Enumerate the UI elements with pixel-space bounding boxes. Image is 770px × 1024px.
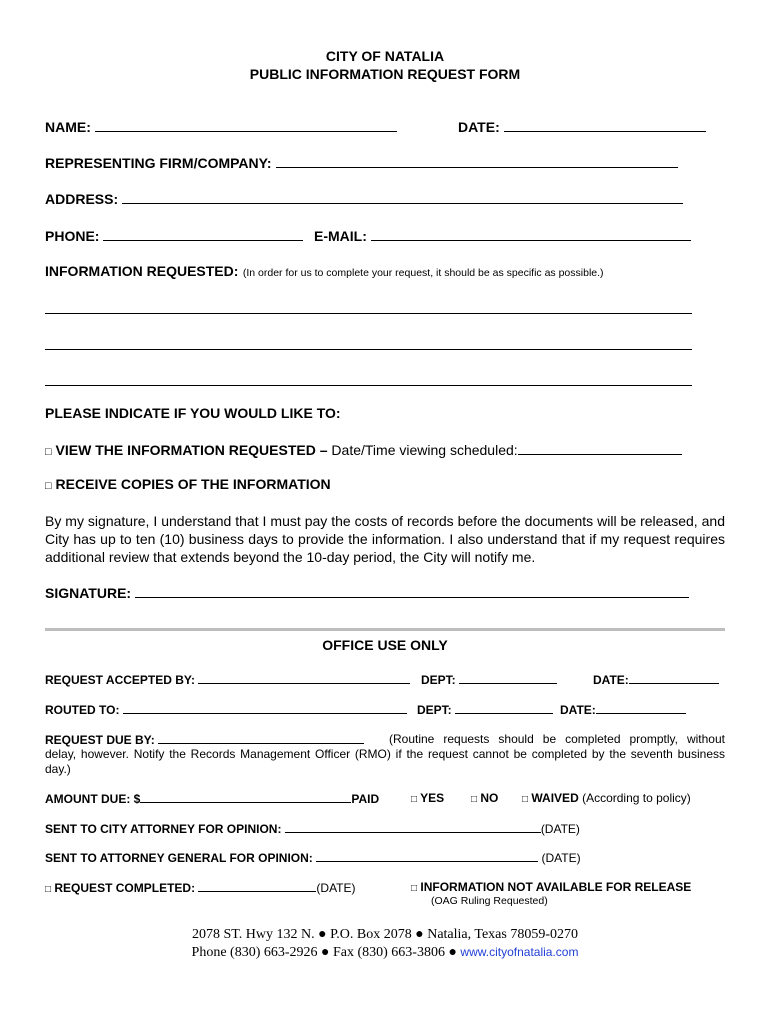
city-attorney-date: (DATE) — [540, 822, 580, 836]
name-line — [95, 118, 397, 132]
attorney-general-date: (DATE) — [541, 851, 581, 865]
amount-due-field[interactable] — [45, 791, 379, 806]
signature-statement: By my signature, I understand that I must pay the costs of records before the documents will be released, and City has up to ten (10) business days to provide the information. I also understand that if my request requires additional review that extends beyond the 10-day period, the City will notify me. — [45, 513, 725, 565]
name-label: NAME: — [45, 119, 91, 135]
info-line-1[interactable] — [45, 313, 692, 314]
completed-checkbox[interactable]: □ — [45, 884, 52, 895]
form-header-city: CITY OF NATALIA — [325, 48, 445, 64]
date-line — [504, 118, 706, 132]
view-date-line — [518, 441, 682, 455]
waived-label: WAIVED — [531, 791, 579, 805]
accepted-date-field[interactable] — [593, 672, 719, 687]
attorney-general-label: SENT TO ATTORNEY GENERAL FOR OPINION: — [45, 851, 313, 865]
phone-field[interactable] — [45, 227, 303, 244]
form-header-title: PUBLIC INFORMATION REQUEST FORM — [249, 66, 521, 82]
info-line-2[interactable] — [45, 349, 692, 350]
office-use-title: OFFICE USE ONLY — [322, 637, 448, 653]
view-label: VIEW THE INFORMATION REQUESTED – — [55, 442, 328, 458]
routed-dept-label: DEPT: — [417, 703, 452, 717]
yes-label: YES — [420, 791, 445, 805]
city-attorney-label: SENT TO CITY ATTORNEY FOR OPINION: — [45, 822, 282, 836]
not-available-label: INFORMATION NOT AVAILABLE FOR RELEASE — [420, 880, 692, 894]
date-field[interactable] — [458, 118, 706, 135]
phone-label: PHONE: — [45, 228, 100, 244]
address-line — [122, 190, 683, 204]
footer-contact — [0, 945, 770, 961]
receive-checkbox[interactable]: □ — [45, 480, 52, 492]
routed-date-line — [596, 702, 686, 714]
waived-checkbox[interactable]: □ — [522, 794, 529, 805]
address-label: ADDRESS: — [45, 191, 119, 207]
footer-address: 2078 ST. Hwy 132 N. ● P.O. Box 2078 ● Natalia, Texas 78059-0270 — [191, 927, 578, 942]
yes-checkbox[interactable]: □ — [411, 794, 418, 805]
accepted-by-line — [198, 672, 410, 684]
completed-line — [198, 880, 316, 892]
view-option[interactable] — [45, 441, 682, 458]
info-requested-label: INFORMATION REQUESTED: — [45, 263, 239, 279]
due-note: (Routine requests should be completed promptly, without delay, however. Notify the Records Management Officer (RMO) if the request cannot be completed by the seventh business day.) — [45, 732, 725, 776]
accepted-date-label: DATE: — [593, 673, 629, 687]
name-field[interactable] — [45, 118, 397, 135]
due-by-label: REQUEST DUE BY: — [45, 733, 155, 747]
routed-dept-line — [455, 702, 553, 714]
website-link[interactable]: www.cityofnatalia.com — [460, 945, 579, 959]
no-label: NO — [480, 791, 499, 805]
attorney-general-field[interactable] — [45, 850, 581, 865]
separator-line — [45, 628, 725, 631]
address-field[interactable] — [45, 190, 683, 207]
firm-line — [276, 154, 678, 168]
info-requested-note: (In order for us to complete your request, it should be as specific as possible.) — [242, 267, 604, 279]
routed-to-field[interactable] — [45, 702, 407, 717]
city-attorney-line — [285, 821, 541, 833]
accepted-dept-label: DEPT: — [421, 673, 456, 687]
firm-field[interactable] — [45, 154, 678, 171]
request-completed-field[interactable] — [45, 880, 356, 895]
email-label: E-MAIL: — [314, 228, 367, 244]
info-requested-heading — [45, 263, 604, 281]
info-line-3[interactable] — [45, 385, 692, 386]
routed-date-field[interactable] — [560, 702, 686, 717]
signature-label: SIGNATURE: — [45, 585, 132, 601]
firm-label: REPRESENTING FIRM/COMPANY: — [45, 155, 272, 171]
completed-label: REQUEST COMPLETED: — [54, 881, 196, 895]
email-line — [371, 227, 691, 241]
receive-option[interactable] — [45, 476, 331, 492]
completed-date: (DATE) — [316, 881, 356, 895]
accepted-by-label: REQUEST ACCEPTED BY: — [45, 673, 196, 687]
signature-line — [135, 584, 689, 598]
indicate-title: PLEASE INDICATE IF YOU WOULD LIKE TO: — [45, 405, 341, 421]
paid-label: PAID — [351, 792, 380, 806]
email-field[interactable] — [314, 227, 691, 244]
waived-option[interactable] — [522, 791, 691, 805]
signature-field[interactable] — [45, 584, 689, 601]
no-option[interactable] — [471, 791, 498, 805]
attorney-general-line — [316, 850, 538, 862]
oag-note: (OAG Ruling Requested) — [431, 895, 548, 907]
amount-due-label: AMOUNT DUE: $ — [45, 792, 141, 806]
amount-due-line — [140, 791, 351, 803]
date-label: DATE: — [458, 119, 500, 135]
routed-to-line — [123, 702, 407, 714]
waived-note: (According to policy) — [582, 791, 691, 805]
yes-option[interactable] — [411, 791, 444, 805]
routed-dept-field[interactable] — [417, 702, 553, 717]
accepted-dept-line — [459, 672, 557, 684]
accepted-by-field[interactable] — [45, 672, 410, 687]
not-available-checkbox[interactable]: □ — [411, 883, 418, 894]
phone-line — [103, 227, 303, 241]
receive-label: RECEIVE COPIES OF THE INFORMATION — [55, 476, 331, 492]
accepted-dept-field[interactable] — [421, 672, 557, 687]
view-checkbox[interactable]: □ — [45, 446, 52, 458]
not-available-option[interactable] — [411, 880, 691, 894]
routed-date-label: DATE: — [560, 703, 596, 717]
no-checkbox[interactable]: □ — [471, 794, 478, 805]
accepted-date-line — [629, 672, 719, 684]
city-attorney-field[interactable] — [45, 821, 580, 836]
view-note: Date/Time viewing scheduled: — [331, 442, 518, 458]
routed-to-label: ROUTED TO: — [45, 703, 120, 717]
footer-phone-fax: Phone (830) 663-2926 ● Fax (830) 663-3806 ● — [191, 945, 457, 960]
